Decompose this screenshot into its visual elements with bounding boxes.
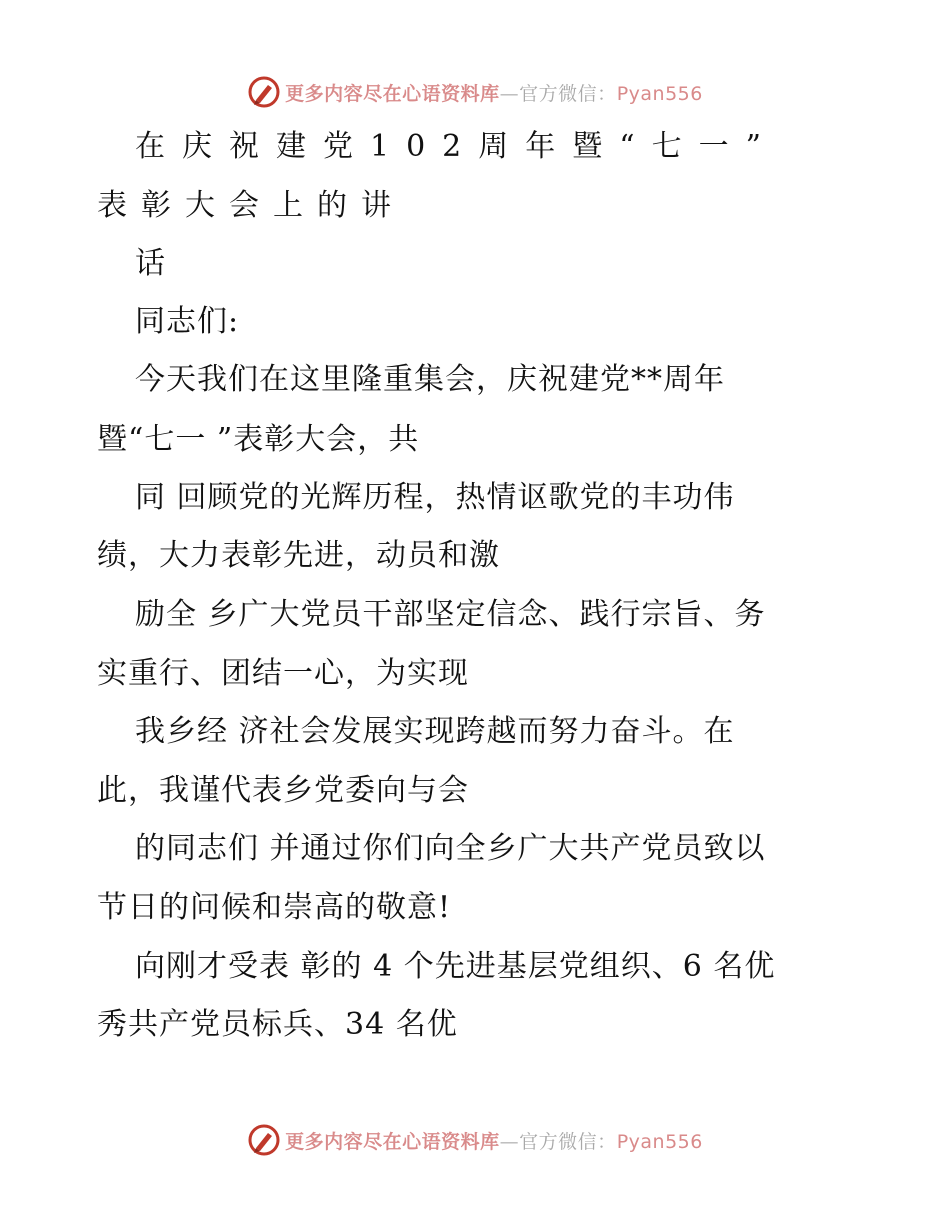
pen-logo-icon (247, 75, 281, 109)
salutation: 同志们: (135, 304, 240, 339)
paragraph-line: 此，我谨代表乡党委向与会 (97, 773, 469, 808)
paragraph-line: 同 回顾党的光辉历程，热情讴歌党的丰功伟 (135, 480, 735, 515)
title-line-1: 在庆祝建党102周年暨“七一” (135, 129, 778, 164)
title-line-3: 话 (135, 246, 165, 281)
watermark-site-text: 更多内容尽在心语资料库 (285, 82, 500, 105)
watermark-dash: — (499, 82, 520, 105)
paragraph-line: 向刚才受表 彰的 4 个先进基层党组织、6 名优 (135, 949, 776, 984)
pen-logo-icon (247, 1123, 281, 1157)
title-line-2: 表彰大会上的讲 (97, 188, 405, 223)
paragraph-line: 节日的问候和崇高的敬意! (97, 890, 452, 925)
paragraph-line: 绩，大力表彰先进，动员和激 (97, 538, 500, 573)
paragraph-line: 实重行、团结一心，为实现 (97, 656, 469, 691)
footer-watermark (0, 1120, 950, 1160)
paragraph-line: 今天我们在这里隆重集会，庆祝建党**周年 (135, 362, 725, 397)
paragraph-line: 秀共产党员标兵、34 名优 (97, 1007, 458, 1042)
watermark-dash: — (499, 1130, 520, 1153)
watermark-wechat-label: 官方微信： (519, 1130, 617, 1153)
watermark-wechat-label: 官方微信： (519, 82, 617, 105)
paragraph-line: 励全 乡广大党员干部坚定信念、践行宗旨、务 (135, 597, 766, 632)
watermark-site-text: 更多内容尽在心语资料库 (285, 1130, 500, 1153)
paragraph-line: 的同志们 并通过你们向全乡广大共产党员致以 (135, 831, 766, 866)
paragraph-line: 我乡经 济社会发展实现跨越而努力奋斗。在 (135, 714, 735, 749)
watermark-wechat-id: Pyan556 (616, 82, 703, 105)
header-watermark (0, 72, 950, 112)
paragraph-line: 暨“七一 ”表彰大会，共 (97, 422, 420, 457)
watermark-wechat-id: Pyan556 (616, 1130, 703, 1153)
